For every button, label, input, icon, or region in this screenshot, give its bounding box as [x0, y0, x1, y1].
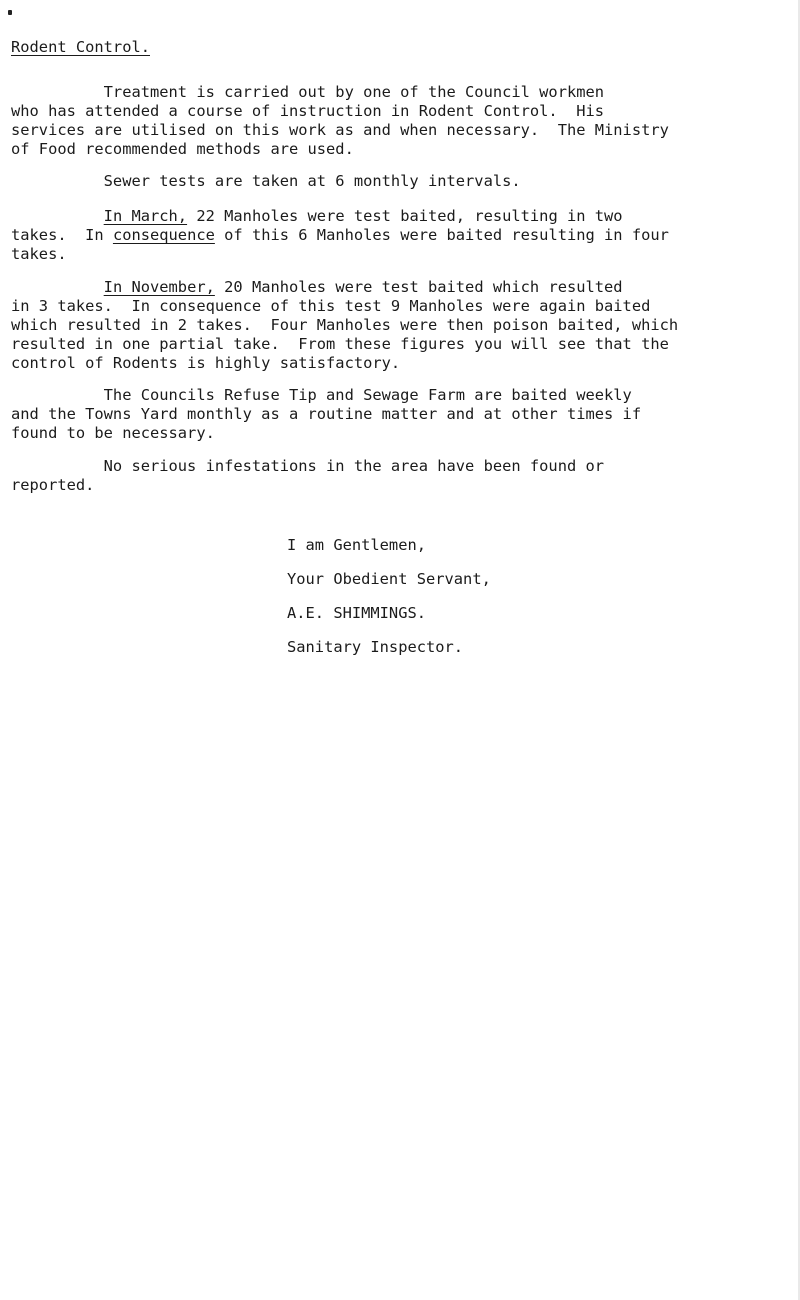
scan-mark	[8, 10, 12, 15]
text-line: found to be necessary.	[11, 424, 215, 442]
text-line: Sewer tests are taken at 6 monthly intervals.	[11, 172, 521, 190]
march-label: In March,	[103, 207, 188, 225]
text-line: in 3 takes. In consequence of this test 9 Manholes were again baited	[11, 297, 651, 315]
text-line	[11, 278, 791, 297]
signatory-role: Sanitary Inspector.	[287, 638, 464, 656]
text-line: which resulted in 2 takes. Four Manholes were then poison baited, which	[11, 316, 679, 334]
text-line: takes.	[11, 245, 67, 263]
paragraph-march	[11, 207, 791, 264]
indent	[11, 278, 104, 296]
page-title: Rodent Control.	[11, 38, 150, 56]
text-run: 20 Manholes were test baited which resulted	[214, 278, 623, 296]
text-line: of Food recommended methods are used.	[11, 140, 354, 158]
text-line: control of Rodents is highly satisfactory.	[11, 354, 401, 372]
text-line: Treatment is carried out by one of the Council workmen	[11, 83, 605, 101]
text-run: of this 6 Manholes were baited resulting in four	[214, 226, 669, 244]
consequence-word: consequence	[112, 226, 215, 244]
paragraph-sewer-tests	[11, 172, 791, 191]
text-line: and the Towns Yard monthly as a routine matter and at other times if	[11, 405, 642, 423]
indent	[11, 207, 104, 225]
signature-block	[287, 528, 491, 664]
text-line: reported.	[11, 476, 95, 494]
text-line: The Councils Refuse Tip and Sewage Farm are baited weekly	[11, 386, 632, 404]
november-label: In November,	[103, 278, 215, 296]
text-line: services are utilised on this work as and when necessary. The Ministry	[11, 121, 669, 139]
closing: Your Obedient Servant,	[287, 570, 491, 588]
paragraph-treatment	[11, 83, 791, 159]
text-line: who has attended a course of instruction in Rodent Control. His	[11, 102, 605, 120]
text-line: No serious infestations in the area have been found or	[11, 457, 605, 475]
text-run: takes. In	[11, 226, 113, 244]
text-line	[11, 226, 791, 245]
text-line: resulted in one partial take. From these figures you will see that the	[11, 335, 669, 353]
text-run: 22 Manholes were test baited, resulting in two	[187, 207, 623, 225]
text-line	[11, 207, 791, 226]
paragraph-infestations	[11, 457, 791, 495]
paragraph-november	[11, 278, 791, 373]
paragraph-refuse-tip	[11, 386, 791, 443]
salutation: I am Gentlemen,	[287, 536, 426, 554]
signatory-name: A.E. SHIMMINGS.	[287, 604, 426, 622]
